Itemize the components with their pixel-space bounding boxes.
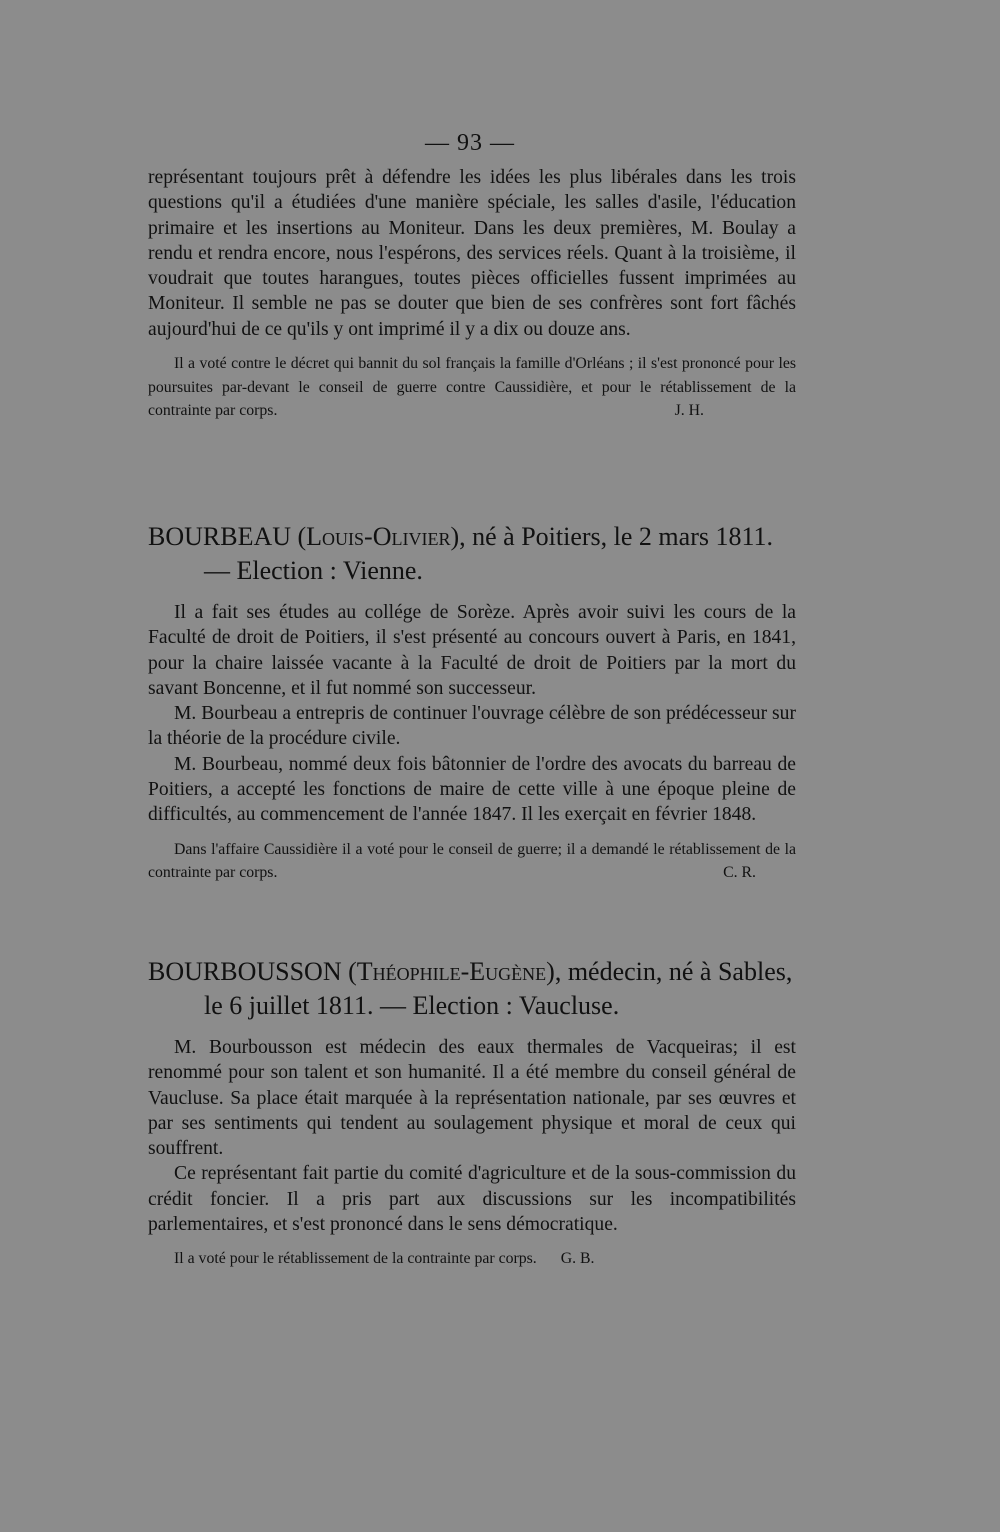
entry-surname: BOURBOUSSON — [148, 957, 342, 986]
entry-heading — [148, 520, 796, 588]
vote-note — [148, 352, 796, 423]
entry-bourbousson — [148, 955, 796, 1271]
entry-paragraph: M. Bourbeau a entrepris de continuer l'ouvrage célèbre de son prédécesseur sur la théorie de la procédure civile. — [148, 703, 796, 750]
entry-surname: BOURBEAU — [148, 522, 292, 551]
vote-note-text: Il a voté contre le décret qui bannit du sol français la famille d'Orléans ; il s'est prononcé pour les poursuites par-devant le conseil de guerre contre Caussidière, et pour le rétablissement de la contrainte par corps. — [148, 355, 796, 420]
entry-paragraph: Ce représentant fait partie du comité d'agriculture et de la sous-commission du crédit foncier. Il a pris part aux discussions sur les incompatibilités parlementaires, et s'est prononcé dans le sens démocratique. — [148, 1163, 796, 1236]
continuation-paragraph: représentant toujours prêt à défendre les idées les plus libérales dans les trois questions qu'il a étudiées d'une manière spéciale, les salles d'asile, l'éducation primaire et les insertions au Moniteur. Dans les deux premières, M. Boulay a rendu et rendra encore, nous l'espérons, des services réels. Quant à la troisième, il voudrait que toutes harangues, toutes pièces officielles fussent imprimées au Moniteur. Il semble ne pas se douter que bien de ses confrères sont fort fâchés aujourd'hui de ce qu'ils y ont imprimé il y a dix ou douze ans. — [148, 167, 796, 340]
author-signature: J. H. — [674, 402, 704, 420]
entry-paragraph: Il a fait ses études au collége de Sorèze. Après avoir suivi les cours de la Faculté de droit de Poitiers, il s'est présenté au concours ouvert à Paris, en 1841, pour la chaire laissée vacante à la Faculté de droit de Poitiers par la mort du savant Boncenne, et il fut nommé son successeur. — [148, 602, 796, 699]
previous-entry-continuation — [148, 165, 796, 423]
entry-details: , né à Poitiers, le 2 mars 1811. — Election : Vienne. — [204, 522, 774, 585]
entry-paragraph: M. Bourbeau, nommé deux fois bâtonnier de l'ordre des avocats du barreau de Poitiers, a accepté les fonctions de maire de cette ville à une époque pleine de difficultés, au commencement de l'année 1847. Il les exerçait en février 1848. — [148, 753, 796, 826]
page-number: — 93 — — [425, 130, 515, 156]
author-signature: G. B. — [560, 1250, 595, 1268]
entry-paragraph: M. Bourbousson est médecin des eaux thermales de Vacqueiras; il est renommé pour son talent et son humanité. Il a été membre du conseil général de Vaucluse. Sa place était marquée à la représentation nationale, par ses œuvres et par ses sentiments qui tendent au soulagement physique et moral de ceux qui souffrent. — [148, 1037, 796, 1160]
entry-given-names: (Théophile-Eugène) — [348, 957, 555, 986]
vote-note — [148, 838, 796, 885]
author-signature: C. R. — [723, 864, 756, 882]
vote-note — [148, 1247, 796, 1271]
entry-bourbeau — [148, 520, 796, 885]
vote-note-text: Il a voté pour le rétablissement de la contrainte par corps. — [174, 1250, 537, 1268]
entry-given-names: (Louis-Olivier) — [297, 522, 460, 551]
entry-details: , médecin, né à Sables, le 6 juillet 1811. — Election : Vaucluse. — [204, 957, 793, 1020]
vote-note-text: Dans l'affaire Caussidière il a voté pour le conseil de guerre; il a demandé le rétablissement de la contrainte par corps. — [148, 840, 796, 882]
entry-heading — [148, 955, 796, 1023]
